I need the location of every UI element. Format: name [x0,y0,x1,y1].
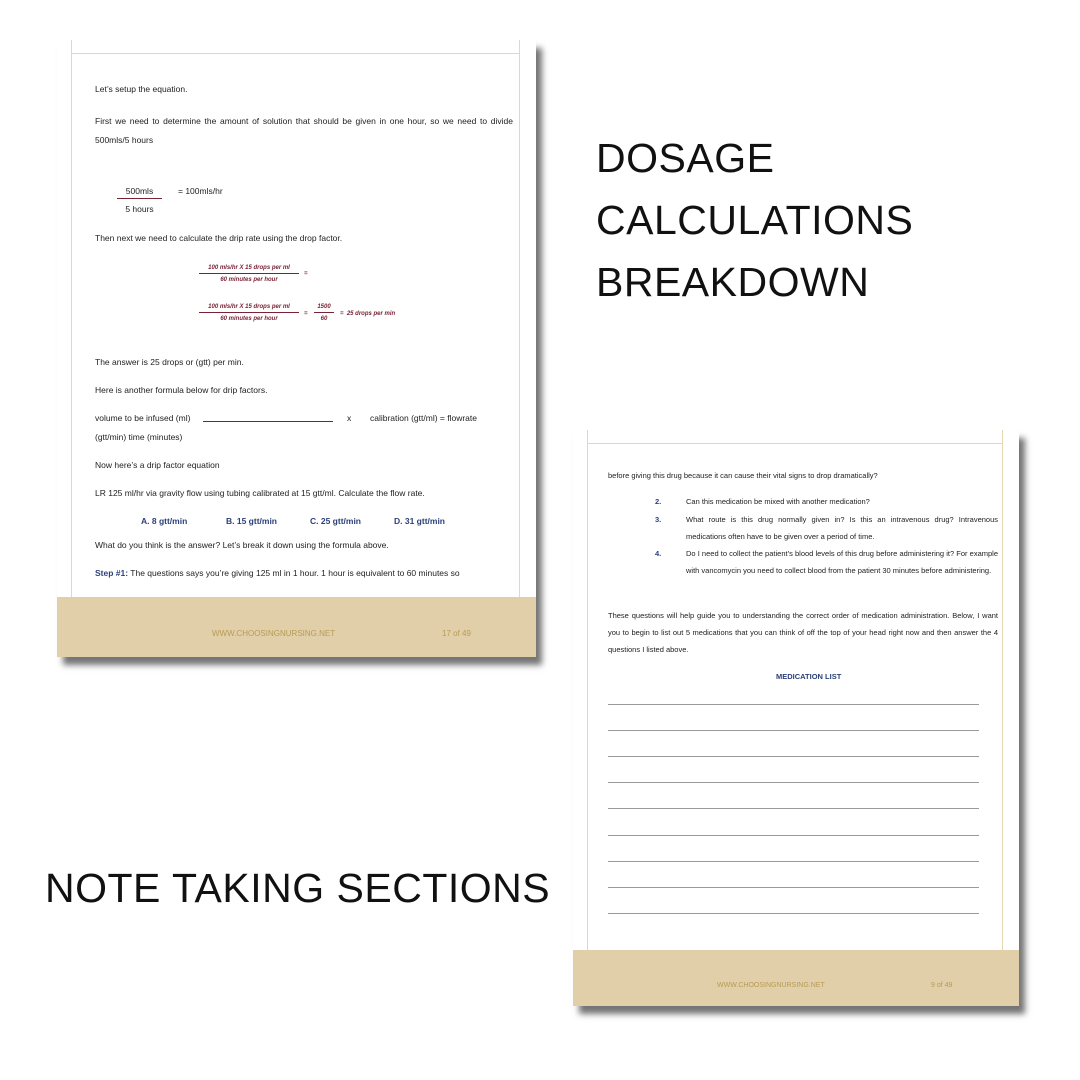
list-number: 3. [655,515,662,524]
numerator: 1500 [314,304,334,313]
document-page-9 [573,430,1019,1006]
fraction-result: = 100mls/hr [178,186,223,196]
denominator: 60 [320,316,328,322]
formula-x: x [347,413,352,423]
list-number: 4. [655,549,662,558]
step-text: The questions says you’re giving 125 ml in 1 hour. 1 hour is equivalent to 60 minutes so [128,568,460,578]
equation-result: 25 drops per min [346,311,396,317]
step-label: Step #1: [95,568,129,578]
numerator: 500mls [117,186,162,199]
text-para: These questions will help guide you to understanding the correct order of medication administration. Below, I want you to begin to list out 5 medications that you can think of off the top of your head right now and then answer the 4 questions I listed above. [608,611,998,654]
formula-left: volume to be infused (ml) [95,413,191,423]
denominator: 60 minutes per hour [220,316,278,322]
page-footer [573,950,1019,1006]
heading-line: BREAKDOWN [596,259,870,305]
document-page-17: Let’s setup the equation. First we need to determine the amount of solution that should be given in one hour, so we need to divide 500mls/5 hours 500mls 5 hours = 100mls/hr Then next we need to calculate the drip rate using the drop factor. 100 mls/hr X 15 drops per ml 60 minutes per hour = 100 mls/hr X 15 drops per ml 60 minutes per hour = $\frac{1500}{60}$ = 25 drops per min The answer is 25 drops or (gtt) per min. Here is another formula below for drip factors. volume to be infused (ml) x calibration (gtt/ml) = flowrate (gtt/min) time (minutes) Now here’s a drip factor equation LR 125 ml/hr via gravity flow using tubing calibrated at 15 gtt/ml. Calculate the flow rate. A. 8 gtt/min B. 15 gtt/min C. 25 gtt/min D. 31 gtt/min What do you think is the answer? Let’s break it down using the formula above. Step #1: The questions says you’re giving 125 ml in 1 hour. 1 hour is equivalent to 60 minutes so WWW.CHOOSINGNURSING.NET 17 of 49 [57,40,536,657]
option-b: B. 15 gtt/min [226,516,278,526]
footer-site: WWW.CHOOSINGNURSING.NET [212,629,336,638]
list-item: Do I need to collect the patient’s blood levels of this drug before administering it? For example with vancomycin you need to collect blood from the patient 30 minutes before administering. [686,549,998,575]
formula-line2: (gtt/min) time (minutes) [95,432,183,442]
option-a: A. 8 gtt/min [141,516,188,526]
heading-line: DOSAGE [596,135,775,181]
text-line: Here is another formula below for drip factors. [95,385,268,395]
heading-notes: NOTE TAKING SECTIONS [45,865,551,911]
footer-page-number: 9 of 49 [931,982,953,989]
option-d: D. 31 gtt/min [394,516,446,526]
numerator: 100 mls/hr X 15 drops per ml [199,304,299,313]
text-line: The answer is 25 drops or (gtt) per min. [95,357,244,367]
text-para: First we need to determine the amount of solution that should be given in one hour, so we need to divide 500mls/5 hours [95,116,513,145]
list-item: What route is this drug normally given in? Is this an intravenous drug? Intravenous medications often have to be given over a period of time. [686,515,998,541]
list-item: Can this medication be mixed with another medication? [686,497,870,506]
equation-2 [199,304,299,322]
heading-line: CALCULATIONS [596,197,914,243]
equals: = [304,271,308,277]
numerator: 100 mls/hr X 15 drops per ml [199,265,299,274]
text-line: Then next we need to calculate the drip rate using the drop factor. [95,233,343,243]
list-number: 2. [655,497,662,506]
option-c: C. 25 gtt/min [310,516,362,526]
text-line: Now here’s a drip factor equation [95,460,220,470]
page-footer [57,597,536,657]
heading-dosage [596,127,913,313]
equation-1 [199,265,299,283]
denominator: 5 hours [125,204,154,214]
fraction [117,186,162,214]
footer-site: WWW.CHOOSINGNURSING.NET [717,982,825,989]
footer-page-number: 17 of 49 [442,629,471,638]
equation-2-simplified [314,304,334,322]
text-line: Let’s setup the equation. [95,84,188,94]
list-title: MEDICATION LIST [776,672,842,681]
text-line: LR 125 ml/hr via gravity flow using tubing calibrated at 15 gtt/ml. Calculate the flow rate. [95,488,425,498]
denominator: 60 minutes per hour [220,277,278,283]
formula-right: calibration (gtt/ml) = flowrate [370,413,477,423]
text-line: before giving this drug because it can cause their vital signs to drop dramatically? [608,471,878,480]
text-line: What do you think is the answer? Let’s break it down using the formula above. [95,540,389,550]
